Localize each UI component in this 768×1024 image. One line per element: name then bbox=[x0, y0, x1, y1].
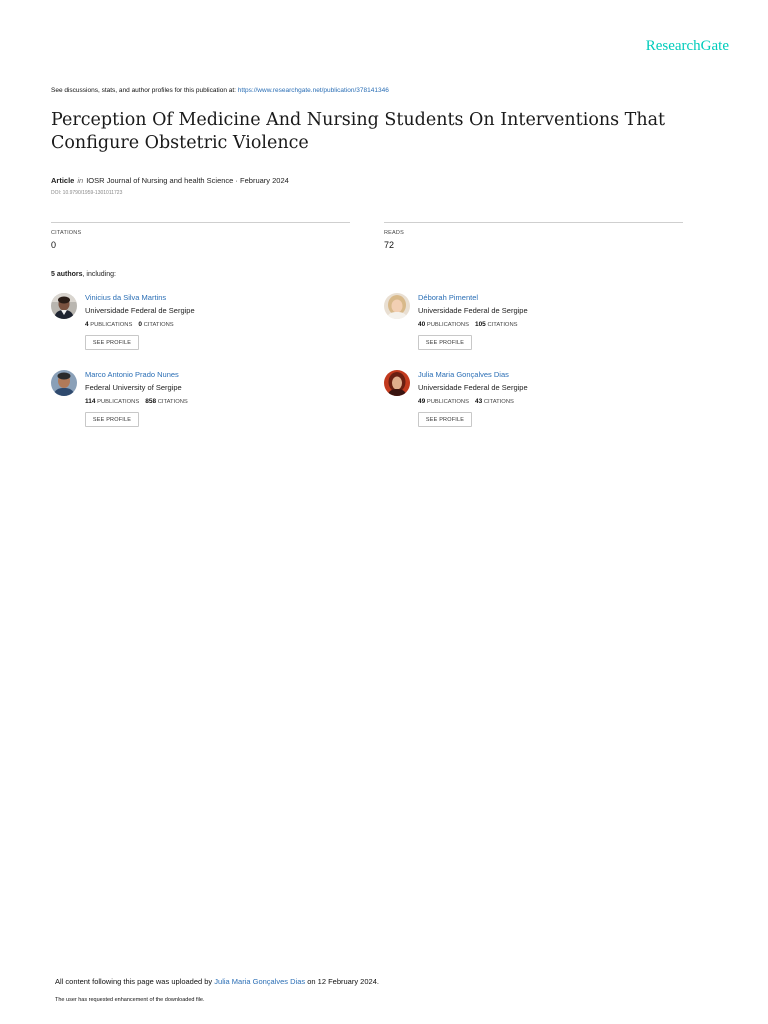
citations-count: 43 bbox=[474, 398, 483, 405]
author-stats bbox=[418, 398, 514, 405]
upload-suffix: on 12 February 2024. bbox=[305, 977, 379, 986]
see-profile-button[interactable]: SEE PROFILE bbox=[85, 335, 139, 350]
publication-title: Perception Of Medicine And Nursing Students On Interventions That Configure Obstetric Violence bbox=[51, 110, 666, 153]
author-institution: Universidade Federal de Sergipe bbox=[85, 306, 195, 315]
publication-link-line bbox=[51, 87, 389, 94]
publication-meta bbox=[51, 176, 289, 185]
author-stats bbox=[85, 398, 188, 405]
author-card bbox=[51, 293, 351, 363]
see-discussions-text: See discussions, stats, and author profiles for this publication at: bbox=[51, 87, 238, 94]
avatar[interactable] bbox=[384, 293, 410, 319]
citations-count: 105 bbox=[474, 321, 486, 328]
publications-count: 4 bbox=[85, 321, 89, 328]
publications-count: 49 bbox=[418, 398, 426, 405]
publications-count: 40 bbox=[418, 321, 426, 328]
article-type: Article bbox=[51, 176, 75, 185]
doi-text: DOI: 10.9790/1959-1301011723 bbox=[51, 190, 123, 196]
citations-label: CITATIONS bbox=[157, 399, 188, 405]
in-label: in bbox=[77, 176, 84, 185]
citations-count: 0 bbox=[51, 240, 57, 250]
publications-label: PUBLICATIONS bbox=[97, 399, 140, 405]
upload-notice bbox=[55, 977, 379, 986]
publications-label: PUBLICATIONS bbox=[426, 322, 469, 328]
uploader-link[interactable]: Julia Maria Gonçalves Dias bbox=[214, 977, 306, 986]
journal-name: IOSR Journal of Nursing and health Science · February 2024 bbox=[86, 176, 289, 185]
author-card bbox=[384, 370, 684, 440]
reads-label: READS bbox=[384, 230, 404, 236]
author-card bbox=[384, 293, 684, 363]
author-name[interactable]: Julia Maria Gonçalves Dias bbox=[418, 370, 509, 379]
author-name[interactable]: Déborah Pimentel bbox=[418, 293, 479, 302]
author-name[interactable]: Vinicius da Silva Martins bbox=[85, 293, 167, 302]
citations-divider bbox=[51, 222, 350, 223]
authors-heading-suffix: , including: bbox=[82, 271, 116, 278]
avatar[interactable] bbox=[51, 370, 77, 396]
publications-count: 114 bbox=[85, 398, 96, 405]
publications-label: PUBLICATIONS bbox=[426, 399, 469, 405]
publication-url-link[interactable]: https://www.researchgate.net/publication/378141346 bbox=[237, 87, 389, 94]
author-institution: Universidade Federal de Sergipe bbox=[418, 306, 528, 315]
avatar[interactable] bbox=[384, 370, 410, 396]
reads-divider bbox=[384, 222, 683, 223]
see-profile-button[interactable]: SEE PROFILE bbox=[418, 412, 472, 427]
citations-count: 0 bbox=[138, 321, 142, 328]
citations-label: CITATIONS bbox=[51, 230, 82, 236]
see-profile-button[interactable]: SEE PROFILE bbox=[85, 412, 139, 427]
author-card bbox=[51, 370, 351, 440]
upload-prefix: All content following this page was uploaded by bbox=[55, 977, 215, 986]
citations-label: CITATIONS bbox=[487, 322, 518, 328]
researchgate-logo[interactable]: ResearchGate bbox=[645, 38, 729, 54]
author-institution: Federal University of Sergipe bbox=[85, 383, 182, 392]
author-stats bbox=[418, 321, 518, 328]
citations-label: CITATIONS bbox=[143, 322, 174, 328]
author-institution: Universidade Federal de Sergipe bbox=[418, 383, 528, 392]
author-name[interactable]: Marco Antonio Prado Nunes bbox=[85, 370, 179, 379]
reads-count: 72 bbox=[384, 240, 395, 250]
authors-count: 5 authors bbox=[51, 271, 83, 278]
avatar[interactable] bbox=[51, 293, 77, 319]
authors-heading bbox=[51, 271, 116, 278]
citations-count: 858 bbox=[145, 398, 157, 405]
citations-label: CITATIONS bbox=[483, 399, 514, 405]
author-stats bbox=[85, 321, 174, 328]
see-profile-button[interactable]: SEE PROFILE bbox=[418, 335, 472, 350]
publications-label: PUBLICATIONS bbox=[90, 322, 133, 328]
enhancement-note: The user has requested enhancement of the downloaded file. bbox=[55, 997, 205, 1003]
